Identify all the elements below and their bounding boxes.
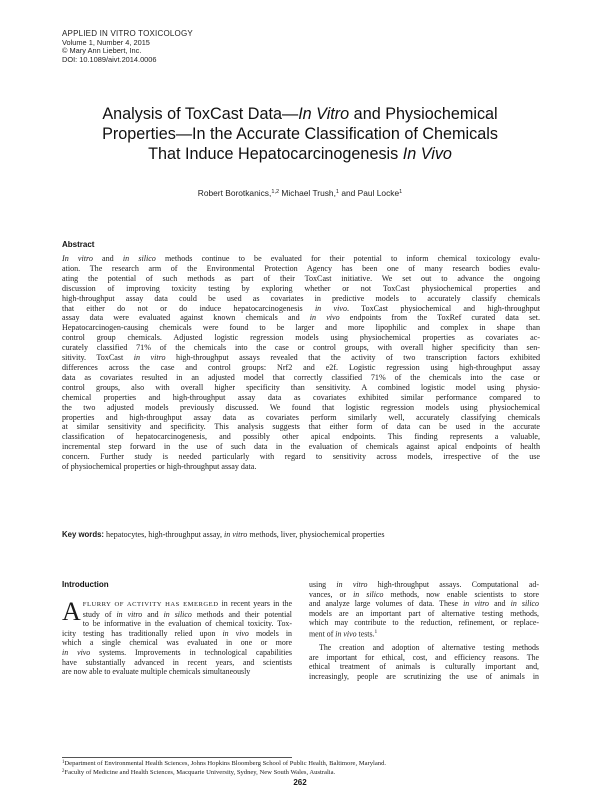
journal-name: APPLIED IN VITRO TOXICOLOGY [62,29,193,38]
intro-line: increasingly, people are scrutinizing the use of animals in [309,671,539,681]
footnote-rule [62,757,292,758]
author-list: Robert Borotkanics,$^{1,2}$ Michael Trush,$^1$ and Paul Locke$^1$ [197,188,403,198]
introduction-left-column [62,599,292,677]
intro-line: study of in vitro and in silico methods and their potential [82,609,292,619]
title-line-1: Analysis of ToxCast Data—In Vitro and Physiochemical [102,105,498,123]
abstract-line: differences across the case and control groups: Nrf2 and e2f. Logistic regression using high-throughput assay [62,362,540,372]
intro-line: icity testing has traditionally relied upon in vivo models in [62,628,292,638]
intro-line: using in vitro high-throughput assays. Computational ad- [309,580,539,589]
intro-line: are important for ethical, cost, and efficiency reasons. The [309,652,539,662]
intro-line: are now able to evaluate multiple chemicals simultaneously [62,667,251,677]
abstract-body [62,254,540,472]
intro-line: ment of in vivo tests.$^1$ [309,628,378,639]
keywords: Key words: hepatocytes, high-throughput assay, in vitro methods, liver, physiochemical properties [62,530,385,539]
intro-line: FLURRY OF ACTIVITY HAS EMERGED in recent years in the [82,599,292,608]
abstract-line: at similar sensitivity and specificity. This analysis suggests that either form of data can be used in the accurate [62,422,540,432]
intro-line: models are an important part of alternative testing methods, [309,608,539,618]
journal-copyright: © Mary Ann Liebert, Inc. [62,46,142,56]
reference-marker: 1 [374,628,378,635]
keywords-label: Key words: [62,530,105,539]
abstract-line: control groups, also with overall higher specificity than sensitivity. A combined logistic model using physio- [62,382,540,392]
intro-line: and analyze large volumes of data. These in vitro and in silico [309,599,539,609]
abstract-line: of physiochemical properties or high-throughput assay data. [62,462,257,472]
intro-line: to be informative in the evaluation of chemical toxicity. Tox- [82,619,292,629]
footnote-1: $^1$Department of Environmental Health Sciences, Johns Hopkins Bloomberg School of Public Health, Baltimore, Maryland. [62,760,387,767]
abstract-line: discussion of improving toxicity testing by exploring whether or not ToxCast physiochemical properties and [62,283,540,293]
page-number: 262 [293,778,307,787]
abstract-line: concern. Further study is needed particularly with regard to sensitivity across models, irrespective of the use [62,452,540,462]
footnotes [62,759,386,777]
abstract-line: assay data were evaluated against known chemicals and in vivo endpoints from the ToxRef curated data set. [62,313,540,323]
intro-line: which a single chemical was evaluated in one or more [62,638,292,648]
drop-cap: A [62,597,81,626]
abstract-line: curately classified 71% of the chemicals into the case or control groups, with overall higher specificity than sen- [62,343,540,353]
abstract-line: sitivity. ToxCast in vitro high-throughput assays revealed that the activity of two transcription factors exhibited [62,353,540,363]
intro-line: which may contribute to the reduction, refinement, or replace- [309,618,539,628]
abstract-line: classification of hepatocarcinogenesis, and possibly other apical endpoints. This finding represents a valuable, [62,432,540,442]
abstract-line: data as covariates resulted in an adjusted model that correctly classified 71% of the chemicals into the case or [62,372,540,382]
abstract-line: properties and high-throughput assay data as covariates perform similarly well, accurately classifying chemicals [62,412,540,422]
journal-header [62,30,193,64]
abstract-line: the two adjusted models previously discussed. We found that logistic regression models using physiochemical [62,402,540,412]
abstract-line: ating the potential of such methods as part of their ToxCast initiative. We set out to advance the ongoing [62,273,540,283]
intro-line: in vivo systems. Improvements in technological capabilities [62,647,292,657]
footnote-2: $^2$Faculty of Medicine and Health Sciences, Macquarie University, Sydney, New South Wales, Australia. [62,769,336,776]
intro-line: vances, or in silico methods, now enable scientists to store [309,589,539,599]
abstract-line: Hepatocarcinogen-causing chemicals were found to be larger and more lipophilic and complex in shape than [62,323,540,333]
introduction-right-column [309,580,539,682]
journal-doi: DOI: 10.1089/aivt.2014.0006 [62,54,157,64]
intro-line: have substantially advanced in recent years, and scientists [62,657,292,667]
abstract-line: chemical properties and high-throughput assay data as covariates exhibited similar performance compared to [62,392,540,402]
abstract-line: that either do not or do induce hepatocarcinogenesis in vivo. ToxCast physiochemical and high-throughput [62,303,540,313]
article-title [60,104,540,164]
title-line-2: Properties—In the Accurate Classification of Chemicals [102,125,498,143]
introduction-heading: Introduction [62,580,109,589]
abstract-line: incremental step forward in the use of such data in the evaluation of chemicals against apical endpoints of health [62,442,540,452]
intro-line: The creation and adoption of alternative testing methods [319,643,539,653]
abstract-heading: Abstract [62,240,95,249]
abstract-line: ation. The research arm of the Environmental Protection Agency has been one of many research bodies evalu- [62,263,540,273]
abstract-line: high-throughput assay data could be used as covariates in predictive models to accurately classify chemicals [62,293,540,303]
intro-line: ethical treatment of animals is culturally important and, [309,662,539,672]
journal-volume: Volume 1, Number 4, 2015 [62,37,150,47]
abstract-line: In vitro and in silico methods continue to be evaluated for their potential to inform chemical toxicology evalu- [62,254,540,263]
abstract-line: control group chemicals. Adjusted logistic regression models using physiochemical properties as covariates ac- [62,333,540,343]
title-line-3: That Induce Hepatocarcinogenesis In Vivo [148,145,452,163]
